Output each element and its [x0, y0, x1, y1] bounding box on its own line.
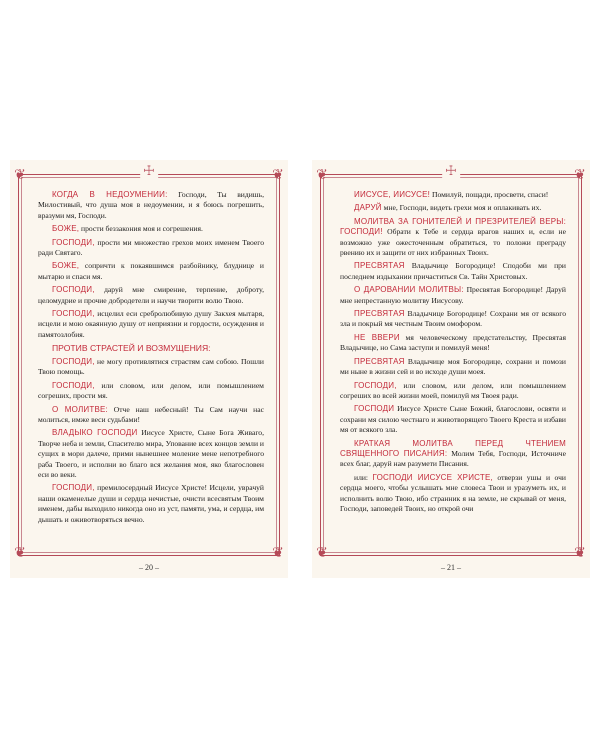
rubric-keyword: О ДАРОВАНИИ МОЛИТВЫ: — [354, 285, 464, 295]
prayer-text: прости беззакония моя и согрешения. — [79, 224, 203, 234]
page-number: – 20 – — [139, 563, 159, 572]
rubric-keyword: ГОСПОДИ, — [52, 237, 95, 247]
rubric-keyword: КОГДА В НЕДОУМЕНИИ: — [52, 190, 168, 199]
prayer-paragraph — [340, 309, 566, 330]
rubric-keyword: О МОЛИТВЕ: — [52, 404, 108, 414]
page-number: – 21 – — [441, 563, 461, 572]
rubric-keyword: ГОСПОДИ, — [52, 356, 95, 366]
prayer-paragraph — [340, 357, 566, 378]
corner-ornament-icon: ❦ — [14, 168, 26, 183]
prayer-paragraph — [38, 190, 264, 221]
corner-ornament-icon: ❦ — [272, 168, 284, 183]
prayer-text: Иисусе Христе, Сыне Бога Живаго, Творче неба и земли, Спасителю мира, Упование всех концов земли и сущих в мори далече, прими нынешнее моление мене непотребного раба Твоего, и исполни во благо вся желания моя, яко благословен еси во веки. — [38, 428, 264, 479]
prayer-paragraph — [38, 405, 264, 426]
rubric-keyword: ИИСУСЕ, ИИСУСЕ! — [354, 190, 431, 199]
prayer-paragraph — [38, 224, 264, 234]
prayer-paragraph — [38, 285, 264, 306]
prayer-paragraph — [38, 357, 264, 378]
page-text — [340, 190, 566, 517]
rubric-keyword: НЕ ВВЕРИ — [354, 332, 400, 342]
rubric-keyword: КРАТКАЯ МОЛИТВА ПЕРЕД ЧТЕНИЕМ СВЯЩЕННОГО ПИСАНИЯ: — [340, 438, 566, 458]
corner-ornament-icon: ❦ — [316, 546, 328, 561]
rubric-keyword: ПРЕСВЯТАЯ — [354, 261, 405, 271]
rubric-keyword: ГОСПОДИ, — [52, 309, 95, 319]
prayer-paragraph — [38, 261, 264, 282]
corner-ornament-icon: ❦ — [14, 546, 26, 561]
paragraph-prefix: или: — [354, 472, 373, 482]
rubric-keyword: ГОСПОДИ, — [52, 483, 95, 493]
prayer-paragraph — [340, 190, 566, 200]
prayer-paragraph — [38, 309, 264, 340]
prayer-text: Молим Тебя, Господи, Источниче всех благ, даруй нам разумети Писания. — [340, 448, 566, 469]
prayer-paragraph — [38, 381, 264, 402]
corner-ornament-icon: ❦ — [316, 168, 328, 183]
rubric-keyword: ГОСПОДИ, — [52, 380, 95, 390]
prayer-text: мя человеческому предстательству, Пресвятая Владычице, но Сама заступи и помилуй меня! — [340, 332, 566, 353]
rubric-keyword: МОЛИТВА ЗА ГОНИТЕЛЕЙ И ПРЕЗРИТЕЛЕЙ ВЕРЫ: ГОСПОДИ! — [340, 216, 566, 237]
rubric-keyword: ПРЕСВЯТАЯ — [354, 356, 405, 366]
prayer-paragraph — [340, 261, 566, 282]
rubric-keyword: ПРЕСВЯТАЯ — [354, 309, 405, 319]
prayer-paragraph — [340, 285, 566, 306]
prayer-text: сопричти к покаявшимся разбойнику, блуднице и мытарю и спаси мя. — [38, 261, 264, 281]
prayer-paragraph — [38, 483, 264, 525]
rubric-keyword: ГОСПОДИ, — [354, 380, 397, 390]
prayer-text: отверзи ушы и очи сердца моего, чтобы услышать мне словеса Твои и уразуметь их, и исполнить волю Твою, ибо странник я на земле, не скрывай от меня, Господи, заповедей Твоих, но открой очи — [340, 472, 566, 513]
prayer-text: прости ми множество грехов моих именем Твоего ради Святаго. — [38, 237, 264, 258]
prayer-text: не могу противлятися страстям сам собою. Пошли Твою помощь. — [38, 356, 264, 377]
prayer-text: даруй мне смирение, терпение, доброту, целомудрие и прочие добродетели и научи творити волю Твою. — [38, 285, 264, 305]
prayer-text: Пресвятая Богородице! Даруй мне непрестанную молитву Иисусову. — [340, 285, 566, 305]
prayer-paragraph — [38, 428, 264, 480]
prayer-text: Иисусе Христе Сыне Божий, благослови, освяти и сохрани мя силою честнаго и животворящего Твоего Креста и избави мя от всякого зла. — [340, 404, 566, 435]
prayer-paragraph — [340, 381, 566, 402]
prayer-paragraph — [340, 439, 566, 470]
rubric-keyword: ВЛАДЫКО ГОСПОДИ — [52, 428, 138, 438]
prayer-text: Владычице Богородице! Сподоби ми при последнем издыхании причаститься Св. Тайн Христовых. — [340, 261, 566, 281]
prayer-text: Обрати к Тебе и сердца врагов наших и, если не возможно уже ожесточенным обратиться, то положи преграду рвению их и защити от них избранных Твоих. — [340, 227, 566, 258]
rubric-keyword: ГОСПОДИ ИИСУСЕ ХРИСТЕ, — [372, 472, 493, 482]
cross-icon: ☩ — [442, 164, 460, 178]
rubric-keyword: ДАРУЙ — [354, 203, 382, 213]
prayer-paragraph — [38, 238, 264, 259]
prayer-text: или словом, или делом, или помышлением согреших во всей жизни моей, помилуй мя Твоея ради. — [340, 380, 566, 400]
prayer-text: Отче наш небесный! Ты Сам научи нас молиться, имже веси судьбами! — [38, 404, 264, 424]
prayer-text: мне, Господи, видеть грехи моя и оплакивать их. — [381, 203, 542, 213]
prayer-text: премилосердный Иисусе Христе! Исцели, уврачуй наши окаменелые души и сердца нечистые, очисти всесвятым Твоим именем, дабы выходило никогда оно из уст, памяти, ума, и сердца, им дышать и оживотворяться вечно. — [38, 483, 264, 524]
prayer-paragraph — [340, 217, 566, 259]
left-page — [10, 160, 288, 578]
corner-ornament-icon: ❦ — [574, 546, 586, 561]
prayer-paragraph — [340, 333, 566, 354]
prayer-text: или словом, или делом, или помышлением согреших, прости мя. — [38, 380, 264, 401]
corner-ornament-icon: ❦ — [272, 546, 284, 561]
cross-icon: ☩ — [140, 164, 158, 178]
prayer-text: Владычице Богородице! Сохрани мя от всякого зла и покрый мя честным Твоим омофором. — [340, 309, 566, 329]
rubric-keyword: БОЖЕ, — [52, 224, 80, 234]
page-text — [38, 190, 264, 528]
prayer-text: исцелил еси сребролюбивую душу Закхея мытаря, исцели и мою окаянную душу от неприязни и гордости, осуждения и памятозлобия. — [38, 309, 264, 339]
corner-ornament-icon: ❦ — [574, 168, 586, 183]
prayer-paragraph — [340, 203, 566, 213]
prayer-text: Господи, Ты видишь, Милостивый, что душа моя в недоумении, и я боюсь погрешить, вразуми мя, Господи. — [38, 190, 264, 220]
prayer-paragraph — [340, 404, 566, 435]
rubric-keyword: БОЖЕ, — [52, 261, 80, 271]
prayer-text: Владычице моя Богородице, сохрани и помози ми ныне в жизни сей и во исходе души моея. — [340, 356, 566, 377]
rubric-keyword: ГОСПОДИ, — [52, 285, 95, 295]
rubric-keyword: ГОСПОДИ — [354, 404, 395, 414]
right-page — [312, 160, 590, 578]
prayer-paragraph — [340, 473, 566, 515]
prayer-text: Помилуй, пощади, просвети, спаси! — [430, 190, 549, 199]
section-heading: ПРОТИВ СТРАСТЕЙ И ВОЗМУЩЕНИЯ: — [52, 343, 211, 354]
